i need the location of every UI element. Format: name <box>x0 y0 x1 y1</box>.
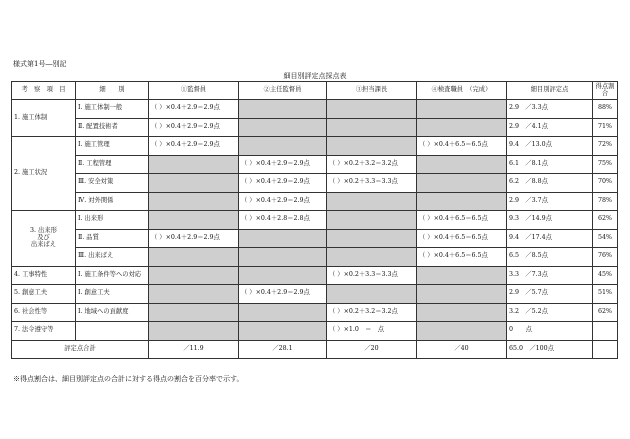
header-subitem: 細 別 <box>76 82 149 100</box>
section-manager-cell <box>327 137 417 156</box>
score-ratio-cell: 71% <box>593 118 618 137</box>
category-cell: 4. 工事特性 <box>12 266 76 285</box>
inspector-cell <box>417 303 507 322</box>
detail-score-cell: 0 点 <box>507 322 593 341</box>
supervisor-cell: （ ）×0.4＋2.9＝2.9点 <box>149 118 239 137</box>
chief-supervisor-cell <box>239 229 327 248</box>
subitem-cell: Ⅰ. 地域への貢献度 <box>76 303 149 322</box>
header-detail-score: 細目別評定点 <box>507 82 593 100</box>
header-row <box>12 82 618 100</box>
subitem-cell: Ⅱ. 工程管理 <box>76 155 149 174</box>
section-manager-cell: （ ）×0.2＋3.3＝3.3点 <box>327 266 417 285</box>
section-manager-cell: （ ）×0.2＋3.3＝3.3点 <box>327 174 417 193</box>
score-ratio-cell: 78% <box>593 192 618 211</box>
inspector-cell <box>417 174 507 193</box>
detail-score-cell: 9.4 ／17.4点 <box>507 229 593 248</box>
header-inspector: ④検査職員 （完成） <box>417 82 507 100</box>
detail-score-cell: 2.9 ／5.7点 <box>507 285 593 304</box>
section-manager-cell <box>327 285 417 304</box>
chief-supervisor-cell: （ ）×0.4＋2.9＝2.9点 <box>239 192 327 211</box>
inspector-cell <box>417 266 507 285</box>
total-label: 評定点合計 <box>12 340 149 359</box>
total-section-manager: ／20 <box>327 340 417 359</box>
subitem-cell: Ⅲ. 出来ばえ <box>76 248 149 267</box>
score-ratio-cell: 62% <box>593 211 618 230</box>
detail-score-cell: 6.5 ／8.5点 <box>507 248 593 267</box>
detail-score-cell: 3.3 ／7.3点 <box>507 266 593 285</box>
header-supervisor: ①監督員 <box>149 82 239 100</box>
supervisor-cell <box>149 285 239 304</box>
detail-score-cell: 2.9 ／4.1点 <box>507 118 593 137</box>
table-row <box>12 322 618 341</box>
section-manager-cell <box>327 192 417 211</box>
section-manager-cell: （ ）×0.2＋3.2＝3.2点 <box>327 155 417 174</box>
chief-supervisor-cell <box>239 248 327 267</box>
supervisor-cell <box>149 303 239 322</box>
total-row <box>12 340 618 359</box>
inspector-cell: （ ）×0.4＋6.5＝6.5点 <box>417 211 507 230</box>
subitem-cell: Ⅲ. 安全対策 <box>76 174 149 193</box>
score-table <box>11 81 618 359</box>
inspector-cell: （ ）×0.4＋6.5＝6.5点 <box>417 248 507 267</box>
score-ratio-cell: 54% <box>593 229 618 248</box>
score-ratio-cell: 51% <box>593 285 618 304</box>
supervisor-cell <box>149 174 239 193</box>
section-manager-cell: （ ）×1.0 ＝ 点 <box>327 322 417 341</box>
total-inspector: ／40 <box>417 340 507 359</box>
subitem-cell <box>76 322 149 341</box>
category-cell: 5. 創意工夫 <box>12 285 76 304</box>
chief-supervisor-cell <box>239 322 327 341</box>
category-cell: 7. 法令遵守等 <box>12 322 76 341</box>
total-ratio-cell <box>593 340 618 359</box>
table-row <box>12 118 618 137</box>
detail-score-cell: 2.9 ／3.3点 <box>507 100 593 119</box>
inspector-cell: （ ）×0.4＋6.5＝6.5点 <box>417 229 507 248</box>
inspector-cell <box>417 322 507 341</box>
table-row <box>12 211 618 230</box>
score-ratio-cell: 62% <box>593 303 618 322</box>
subitem-cell: Ⅰ. 施工条件等への対応 <box>76 266 149 285</box>
chief-supervisor-cell <box>239 100 327 119</box>
total-supervisor: ／11.9 <box>149 340 239 359</box>
form-id: 様式第1号―別記 <box>13 60 67 68</box>
chief-supervisor-cell <box>239 137 327 156</box>
chief-supervisor-cell: （ ）×0.4＋2.9＝2.9点 <box>239 174 327 193</box>
table-row <box>12 137 618 156</box>
chief-supervisor-cell <box>239 303 327 322</box>
header-section-manager: ③担当課長 <box>327 82 417 100</box>
supervisor-cell <box>149 192 239 211</box>
chief-supervisor-cell: （ ）×0.4＋2.9＝2.9点 <box>239 285 327 304</box>
chief-supervisor-cell: （ ）×0.4＋2.9＝2.9点 <box>239 155 327 174</box>
section-manager-cell <box>327 100 417 119</box>
subitem-cell: Ⅰ. 施工管理 <box>76 137 149 156</box>
score-ratio-cell: 45% <box>593 266 618 285</box>
table-row <box>12 155 618 174</box>
header-item: 考 察 項 目 <box>12 82 76 100</box>
supervisor-cell <box>149 155 239 174</box>
table-row <box>12 285 618 304</box>
section-manager-cell <box>327 118 417 137</box>
section-manager-cell <box>327 248 417 267</box>
chief-supervisor-cell <box>239 266 327 285</box>
detail-score-cell: 6.2 ／8.8点 <box>507 174 593 193</box>
document-title: 細目別評定点採点表 <box>283 72 347 80</box>
subitem-cell: Ⅱ. 配置技術者 <box>76 118 149 137</box>
footnote: ※得点割合は、細目別評定点の合計に対する得点の割合を百分率で示す。 <box>13 375 244 383</box>
chief-supervisor-cell: （ ）×0.4＋2.8＝2.8点 <box>239 211 327 230</box>
chief-supervisor-cell <box>239 118 327 137</box>
inspector-cell <box>417 155 507 174</box>
total-chief-supervisor: ／28.1 <box>239 340 327 359</box>
inspector-cell <box>417 118 507 137</box>
detail-score-cell: 9.4 ／13.0点 <box>507 137 593 156</box>
section-manager-cell <box>327 211 417 230</box>
subitem-cell: Ⅰ. 出来形 <box>76 211 149 230</box>
score-ratio-cell: 76% <box>593 248 618 267</box>
table-row <box>12 229 618 248</box>
section-manager-cell: （ ）×0.2＋3.2＝3.2点 <box>327 303 417 322</box>
category-cell: 3. 出来形 及び 出来ばえ <box>12 211 76 267</box>
detail-score-cell: 9.3 ／14.9点 <box>507 211 593 230</box>
subitem-cell: Ⅰ. 創意工夫 <box>76 285 149 304</box>
table-row <box>12 266 618 285</box>
inspector-cell <box>417 285 507 304</box>
inspector-cell <box>417 192 507 211</box>
supervisor-cell <box>149 322 239 341</box>
table-row <box>12 100 618 119</box>
total-score: 65.0 ／100点 <box>507 340 593 359</box>
table-row <box>12 192 618 211</box>
inspector-cell <box>417 100 507 119</box>
header-chief-supervisor: ②主任監督員 <box>239 82 327 100</box>
score-ratio-cell: 88% <box>593 100 618 119</box>
category-cell: 2. 施工状況 <box>12 137 76 211</box>
table-row <box>12 248 618 267</box>
detail-score-cell: 3.2 ／5.2点 <box>507 303 593 322</box>
subitem-cell: Ⅱ. 品質 <box>76 229 149 248</box>
table-row <box>12 174 618 193</box>
header-score-ratio: 得点割合 <box>593 82 618 100</box>
detail-score-cell: 2.9 ／3.7点 <box>507 192 593 211</box>
score-ratio-cell: 72% <box>593 137 618 156</box>
score-ratio-cell: 70% <box>593 174 618 193</box>
subitem-cell: Ⅰ. 施工体制一般 <box>76 100 149 119</box>
category-cell: 6. 社会性等 <box>12 303 76 322</box>
supervisor-cell <box>149 266 239 285</box>
category-cell: 1. 施工体制 <box>12 100 76 137</box>
section-manager-cell <box>327 229 417 248</box>
supervisor-cell: （ ）×0.4＋2.9＝2.9点 <box>149 229 239 248</box>
subitem-cell: Ⅳ. 対外関係 <box>76 192 149 211</box>
table-row <box>12 303 618 322</box>
score-ratio-cell: 75% <box>593 155 618 174</box>
score-ratio-cell <box>593 322 618 341</box>
supervisor-cell <box>149 211 239 230</box>
supervisor-cell <box>149 248 239 267</box>
supervisor-cell: （ ）×0.4＋2.9＝2.9点 <box>149 137 239 156</box>
inspector-cell: （ ）×0.4＋6.5＝6.5点 <box>417 137 507 156</box>
detail-score-cell: 6.1 ／8.1点 <box>507 155 593 174</box>
supervisor-cell: （ ）×0.4＋2.9＝2.9点 <box>149 100 239 119</box>
